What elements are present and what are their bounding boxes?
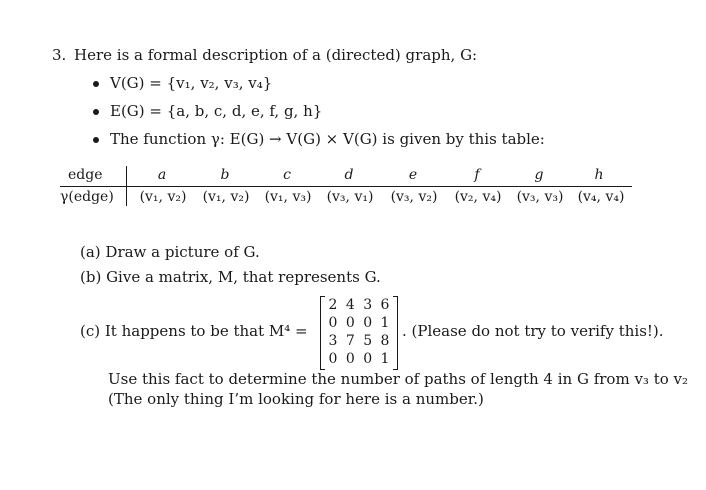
problem-number: 3. xyxy=(52,46,67,64)
bullet-vertex-set: V(G) = {v₁, v₂, v₃, v₄} xyxy=(110,74,273,92)
matrix-row: 3 7 5 8 xyxy=(328,333,390,349)
table-value-e: (v₃, v₂) xyxy=(390,189,438,205)
part-b: (b) Give a matrix, M, that represents G. xyxy=(80,268,381,286)
table-col-e: e xyxy=(408,167,418,183)
bullet-icon xyxy=(93,81,99,87)
table-col-h: h xyxy=(594,167,604,183)
part-a: (a) Draw a picture of G. xyxy=(80,243,260,261)
bullet-gamma-function: The function γ: E(G) → V(G) × V(G) is given by this table: xyxy=(110,130,545,148)
table-value-a: (v₁, v₂) xyxy=(139,189,187,205)
table-col-f: f xyxy=(474,167,480,183)
problem-intro: Here is a formal description of a (directed) graph, G: xyxy=(74,46,478,64)
table-value-b: (v₁, v₂) xyxy=(202,189,250,205)
matrix-row: 0 0 0 1 xyxy=(328,315,390,331)
table-value-h: (v₄, v₄) xyxy=(577,189,625,205)
matrix-left-bracket xyxy=(320,296,325,370)
table-row-label: γ(edge) xyxy=(60,189,114,205)
matrix-right-bracket xyxy=(393,296,398,370)
table-divider-horizontal xyxy=(60,186,632,187)
table-value-d: (v₃, v₁) xyxy=(326,189,374,205)
matrix-row: 2 4 3 6 xyxy=(328,297,390,313)
part-c-prefix: (c) It happens to be that M⁴ = xyxy=(80,322,308,340)
table-value-f: (v₂, v₄) xyxy=(454,189,502,205)
part-c-suffix: . (Please do not try to verify this!). xyxy=(402,322,664,340)
table-col-a: a xyxy=(157,167,167,183)
bullet-icon xyxy=(93,109,99,115)
table-col-g: g xyxy=(534,167,544,183)
table-value-c: (v₁, v₃) xyxy=(264,189,312,205)
table-col-d: d xyxy=(344,167,354,183)
table-col-b: b xyxy=(220,167,230,183)
part-c-question: Use this fact to determine the number of paths of length 4 in G from v₃ to v₂ xyxy=(108,370,689,388)
bullet-icon xyxy=(93,137,99,143)
part-c-note: (The only thing I’m looking for here is a number.) xyxy=(108,390,484,408)
table-value-g: (v₃, v₃) xyxy=(516,189,564,205)
matrix-row: 0 0 0 1 xyxy=(328,351,390,367)
bullet-edge-set: E(G) = {a, b, c, d, e, f, g, h} xyxy=(110,102,323,120)
table-header-label: edge xyxy=(68,167,103,183)
table-col-c: c xyxy=(283,167,291,183)
matrix-m4 xyxy=(320,296,398,368)
